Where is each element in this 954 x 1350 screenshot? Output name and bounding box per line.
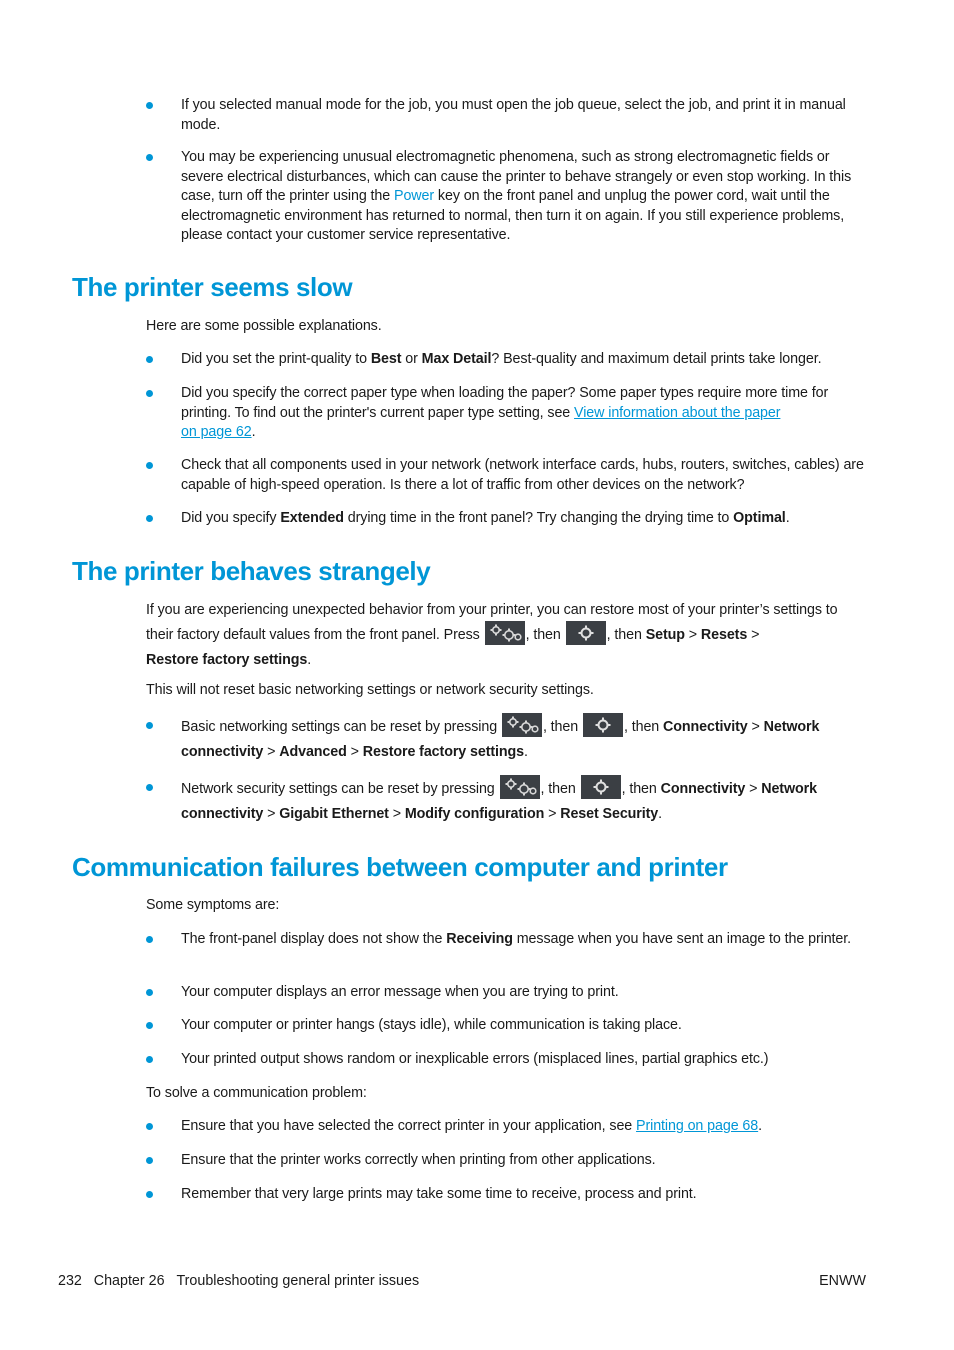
bullet-dot bbox=[146, 784, 153, 791]
gear-icon bbox=[566, 621, 606, 645]
list-item-text: Did you set the print-quality to Best or Max Detail? Best-quality and maximum detail prints take longer. bbox=[181, 351, 822, 367]
page-number: 232 bbox=[58, 1273, 82, 1289]
list-item-text: If you selected manual mode for the job, you must open the job queue, select the job, and print it in manual mode. bbox=[181, 97, 846, 133]
bullet-dot bbox=[146, 515, 153, 522]
page-footer-left bbox=[58, 1272, 419, 1291]
section-intro: Some symptoms are: bbox=[146, 897, 280, 913]
chapter-title: Troubleshooting general printer issues bbox=[176, 1273, 420, 1289]
list-item bbox=[146, 350, 868, 370]
bullet-dot bbox=[146, 390, 153, 397]
list-item bbox=[146, 1050, 868, 1070]
list-item-text: Remember that very large prints may take some time to receive, process and print. bbox=[181, 1186, 697, 1202]
gear-icon bbox=[583, 713, 623, 737]
link-printing-page-68[interactable]: Printing on page 68 bbox=[636, 1118, 759, 1134]
list-item bbox=[146, 1117, 868, 1137]
list-item-text: Ensure that you have selected the correct printer in your application, see Printing on page 68. bbox=[181, 1118, 763, 1134]
list-item-text: You may be experiencing unusual electromagnetic phenomena, such as strong electromagnetic fields or severe electrical disturbances, which can cause the printer to behave strangely or even stop working. In this case, turn off the printer using the Power key on the front panel and unplug the power cord, wait until the electromagnetic environment has returned to normal, then turn it on again. If you still experience problems, please contact your customer service representative. bbox=[181, 149, 852, 243]
page-footer-right: ENWW bbox=[819, 1273, 866, 1289]
list-item-text: Did you specify the correct paper type when loading the paper? Some paper types require more time for printing. To find out the printer's current paper type setting, see View information about the paper on page 62. bbox=[181, 385, 829, 440]
list-item-text: Your computer or printer hangs (stays idle), while communication is taking place. bbox=[181, 1017, 682, 1033]
bullet-dot bbox=[146, 1123, 153, 1130]
list-item bbox=[146, 1151, 868, 1171]
bullet-dot bbox=[146, 936, 153, 943]
list-item bbox=[146, 148, 868, 246]
bullet-dot bbox=[146, 1191, 153, 1198]
settings-gears-icon bbox=[502, 713, 542, 737]
bullet-dot bbox=[146, 356, 153, 363]
section-intro: Here are some possible explanations. bbox=[146, 318, 382, 334]
link-page-62[interactable]: on page 62 bbox=[181, 424, 252, 440]
list-item bbox=[146, 384, 868, 443]
list-item bbox=[146, 456, 868, 495]
bullet-dot bbox=[146, 722, 153, 729]
section-paragraph: To solve a communication problem: bbox=[146, 1085, 367, 1101]
section-paragraph: If you are experiencing unexpected behavior from your printer, you can restore most of your printer’s settings to their factory default values from the front panel. Press , then , then Setup > Resets > Restore factory settings. bbox=[146, 602, 838, 668]
bullet-dot bbox=[146, 1022, 153, 1029]
list-item-text: Network security settings can be reset by pressing , then , then Connectivity > Network connectivity > Gigabit Ethernet > Modify configuration > Reset Security. bbox=[181, 777, 868, 827]
list-item bbox=[146, 1016, 868, 1036]
bullet-dot bbox=[146, 989, 153, 996]
list-item bbox=[146, 930, 868, 950]
link-view-paper-info[interactable]: View information about the paper bbox=[574, 404, 781, 421]
bullet-dot bbox=[146, 102, 153, 109]
list-item-text: Check that all components used in your network (network interface cards, hubs, routers, switches, cables) are capable of high-speed operation. Is there a lot of traffic from other devices on the network? bbox=[181, 457, 864, 493]
bullet-dot bbox=[146, 154, 153, 161]
section-heading-communication: Communication failures between computer and printer bbox=[72, 852, 728, 882]
list-item-text: The front-panel display does not show the Receiving message when you have sent an image to the printer. bbox=[181, 931, 852, 947]
bullet-dot bbox=[146, 1157, 153, 1164]
power-key-label: Power bbox=[394, 188, 435, 204]
list-item-text: Did you specify Extended drying time in the front panel? Try changing the drying time to Optimal. bbox=[181, 510, 790, 526]
gear-icon bbox=[581, 775, 621, 799]
list-item bbox=[146, 715, 868, 765]
section-heading-strange: The printer behaves strangely bbox=[72, 556, 431, 586]
list-item bbox=[146, 1185, 868, 1205]
chapter-label: Chapter 26 bbox=[93, 1273, 165, 1289]
list-item-text: Ensure that the printer works correctly when printing from other applications. bbox=[181, 1152, 656, 1168]
list-item-text: Your computer displays an error message when you are trying to print. bbox=[181, 984, 619, 1000]
list-item bbox=[146, 509, 868, 529]
settings-gears-icon bbox=[500, 775, 540, 799]
section-paragraph: This will not reset basic networking settings or network security settings. bbox=[146, 682, 594, 698]
list-item bbox=[146, 777, 868, 827]
list-item bbox=[146, 96, 868, 135]
list-item bbox=[146, 983, 868, 1003]
list-item-text: Basic networking settings can be reset by pressing , then , then Connectivity > Network connectivity > Advanced > Restore factory settings. bbox=[181, 715, 868, 765]
list-item-text: Your printed output shows random or inexplicable errors (misplaced lines, partial graphics etc.) bbox=[181, 1051, 769, 1067]
bullet-dot bbox=[146, 1056, 153, 1063]
settings-gears-icon bbox=[485, 621, 525, 645]
section-heading-slow: The printer seems slow bbox=[72, 272, 353, 302]
bullet-dot bbox=[146, 462, 153, 469]
